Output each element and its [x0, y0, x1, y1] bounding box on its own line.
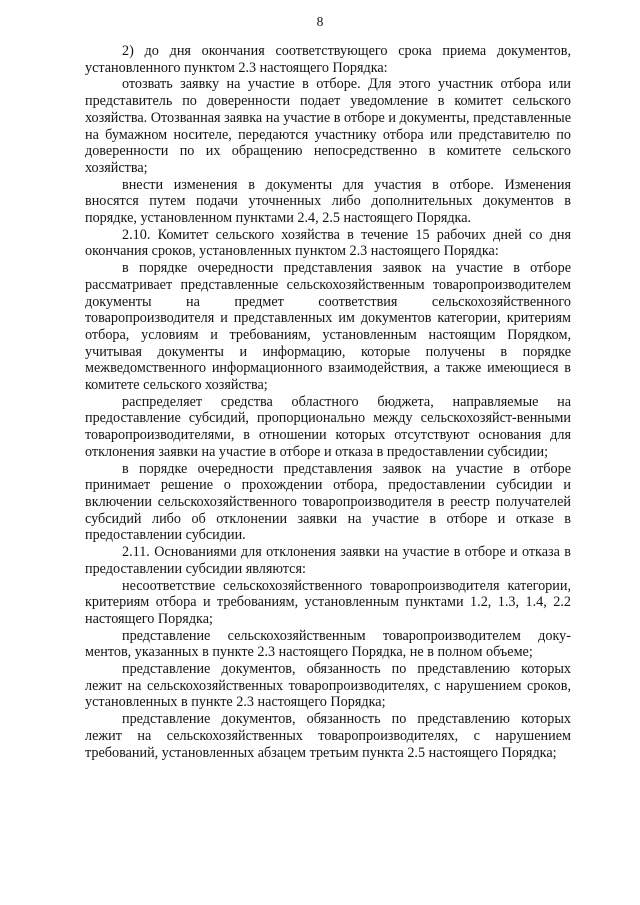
paragraph: представление документов, обязанность по представлению которых лежит на сельскохозяйственных товаропроизводителях, с нарушением сроков, установленных в пункте 2.3 настоящего Порядка; — [85, 661, 571, 711]
paragraph: отозвать заявку на участие в отборе. Для этого участник отбора или представитель по доверенности подает уведомление в комитет сельского хозяйства. Отозванная заявка на участие в отборе и документы, представленные на бумажном носителе, передаются участнику отбора или представителю по доверенности по их обращению непосредственно в комитете сельского хозяйства; — [85, 76, 571, 176]
page-number: 8 — [316, 14, 324, 29]
paragraph: распределяет средства областного бюджета, направляемые на предоставление субсидий, пропорционально между сельскохозяйст-венными товаропроизводителями, в отношении которых отсутствуют основания для отклонения заявки на участие в отборе и отказа в предоставлении субсидии; — [85, 393, 571, 460]
paragraph: 2.10. Комитет сельского хозяйства в течение 15 рабочих дней со дня окончания сроков, установленных пунктом 2.3 настоящего Порядка: — [85, 226, 571, 260]
paragraph: в порядке очередности представления заявок на участие в отборе принимает решение о прохождении отбора, предоставлении субсидии и включении сельскохозяйственного товаропроизводителя в реестр получателей субсидий либо об отклонении заявки на участие в отборе и отказе в предоставлении субсидии. — [85, 460, 571, 544]
paragraph: в порядке очередности представления заявок на участие в отборе рассматривает представленные сельскохозяйственным товаропроизводителем документы на предмет соответствия сельскохозяйственного товаропроизводителя и представленных им документов категории, критериям отбора, условиям и требованиям, установленным настоящим Порядком, учитывая документы и информацию, которые получены в порядке межведомственного информационного взаимодействия, а также имеющиеся в комитете сельского хозяйства; — [85, 260, 571, 394]
paragraph: 2) до дня окончания соответствующего срока приема документов, установленного пунктом 2.3 настоящего Порядка: — [85, 43, 571, 76]
paragraph: 2.11. Основаниями для отклонения заявки на участие в отборе и отказа в предоставлении субсидии являются: — [85, 544, 571, 577]
paragraph: представление сельскохозяйственным товаропроизводителем доку-ментов, указанных в пункте 2.3 настоящего Порядка, не в полном объеме; — [85, 627, 571, 661]
paragraph: внести изменения в документы для участия в отборе. Изменения вносятся путем подачи уточненных либо дополнительных документов в порядке, установленном пунктами 2.4, 2.5 настоящего Порядка. — [85, 176, 571, 227]
paragraph: представление документов, обязанность по представлению которых лежит на сельскохозяйственных товаропроизводителях, с нарушением требований, установленных абзацем третьим пункта 2.5 настоящего Порядка; — [85, 711, 571, 761]
paragraph: несоответствие сельскохозяйственного товаропроизводителя категории, критериям отбора и требованиям, установленным пунктами 1.2, 1.3, 1.4, 2.2 настоящего Порядка; — [85, 577, 571, 627]
document-body — [85, 43, 571, 761]
